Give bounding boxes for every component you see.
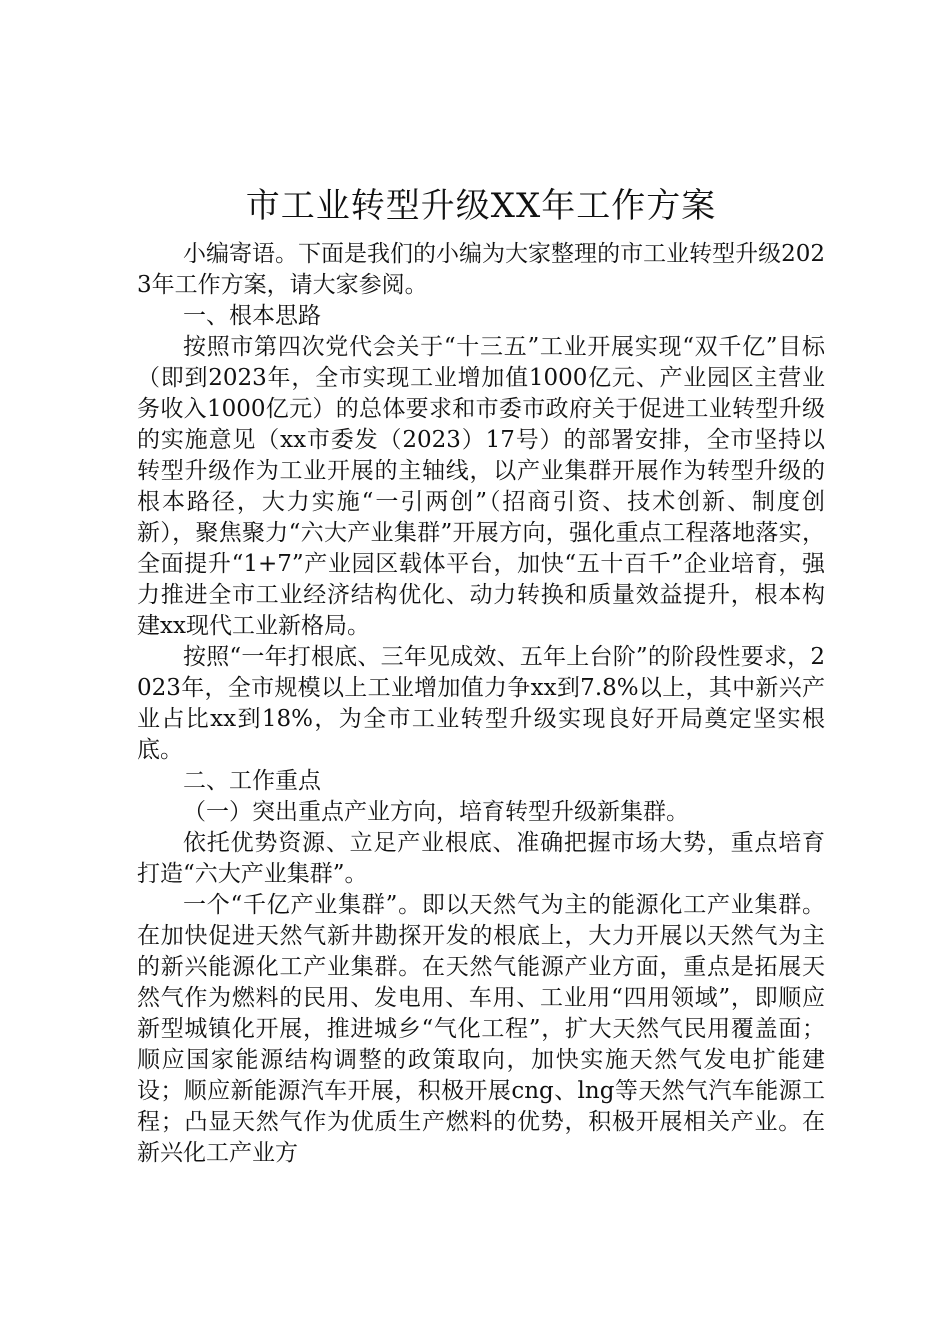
heading-work-focus: 二、工作重点 — [183, 768, 321, 794]
document-body — [137, 239, 825, 1169]
document-title: 市工业转型升级XX年工作方案 — [245, 186, 717, 226]
subheading-industry-direction: （一）突出重点产业方向，培育转型升级新集群。 — [183, 799, 689, 825]
paragraph-energy-cluster: 一个“千亿产业集群”。即以天然气为主的能源化工产业集群。在加快促进天然气新井勘探开发的根底上，大力开展以天然气为主的新兴能源化工产业集群。在天然气能源产业方面，重点是拓展天然气作为燃料的民用、发电用、车用、工业用“四用领域”，即顺应新型城镇化开展，推进城乡“气化工程”，扩大天然气民用覆盖面；顺应国家能源结构调整的政策取向，加快实施天然气发电扩能建设；顺应新能源汽车开展，积极开展cng、lng等天然气汽车能源工程；凸显天然气作为优质生产燃料的优势，积极开展相关产业。在新兴化工产业方 — [137, 892, 825, 1166]
paragraph-stage-goals: 按照“一年打根底、三年见成效、五年上台阶”的阶段性要求，2023年，全市规模以上工业增加值力争xx到7.8%以上，其中新兴产业占比xx到18%，为全市工业转型升级实现良好开局奠定坚实根底。 — [137, 644, 825, 763]
paragraph-six-clusters: 依托优势资源、立足产业根底、准确把握市场大势，重点培育打造“六大产业集群”。 — [137, 830, 825, 887]
document-page — [137, 183, 825, 1169]
heading-basic-idea: 一、根本思路 — [183, 303, 321, 329]
paragraph-intro: 小编寄语。下面是我们的小编为大家整理的市工业转型升级2023年工作方案，请大家参阅。 — [137, 241, 825, 298]
paragraph-basic-idea: 按照市第四次党代会关于“十三五”工业开展实现“双千亿”目标（即到2023年，全市实现工业增加值1000亿元、产业园区主营业务收入1000亿元）的总体要求和市委市政府关于促进工业转型升级的实施意见（xx市委发（2023）17号）的部署安排，全市坚持以转型升级作为工业开展的主轴线，以产业集群开展作为转型升级的根本路径，大力实施“一引两创”（招商引资、技术创新、制度创新），聚焦聚力“六大产业集群”开展方向，强化重点工程落地落实，全面提升“1+7”产业园区载体平台，加快“五十百千”企业培育，强力推进全市工业经济结构优化、动力转换和质量效益提升，根本构建xx现代工业新格局。 — [137, 334, 825, 639]
